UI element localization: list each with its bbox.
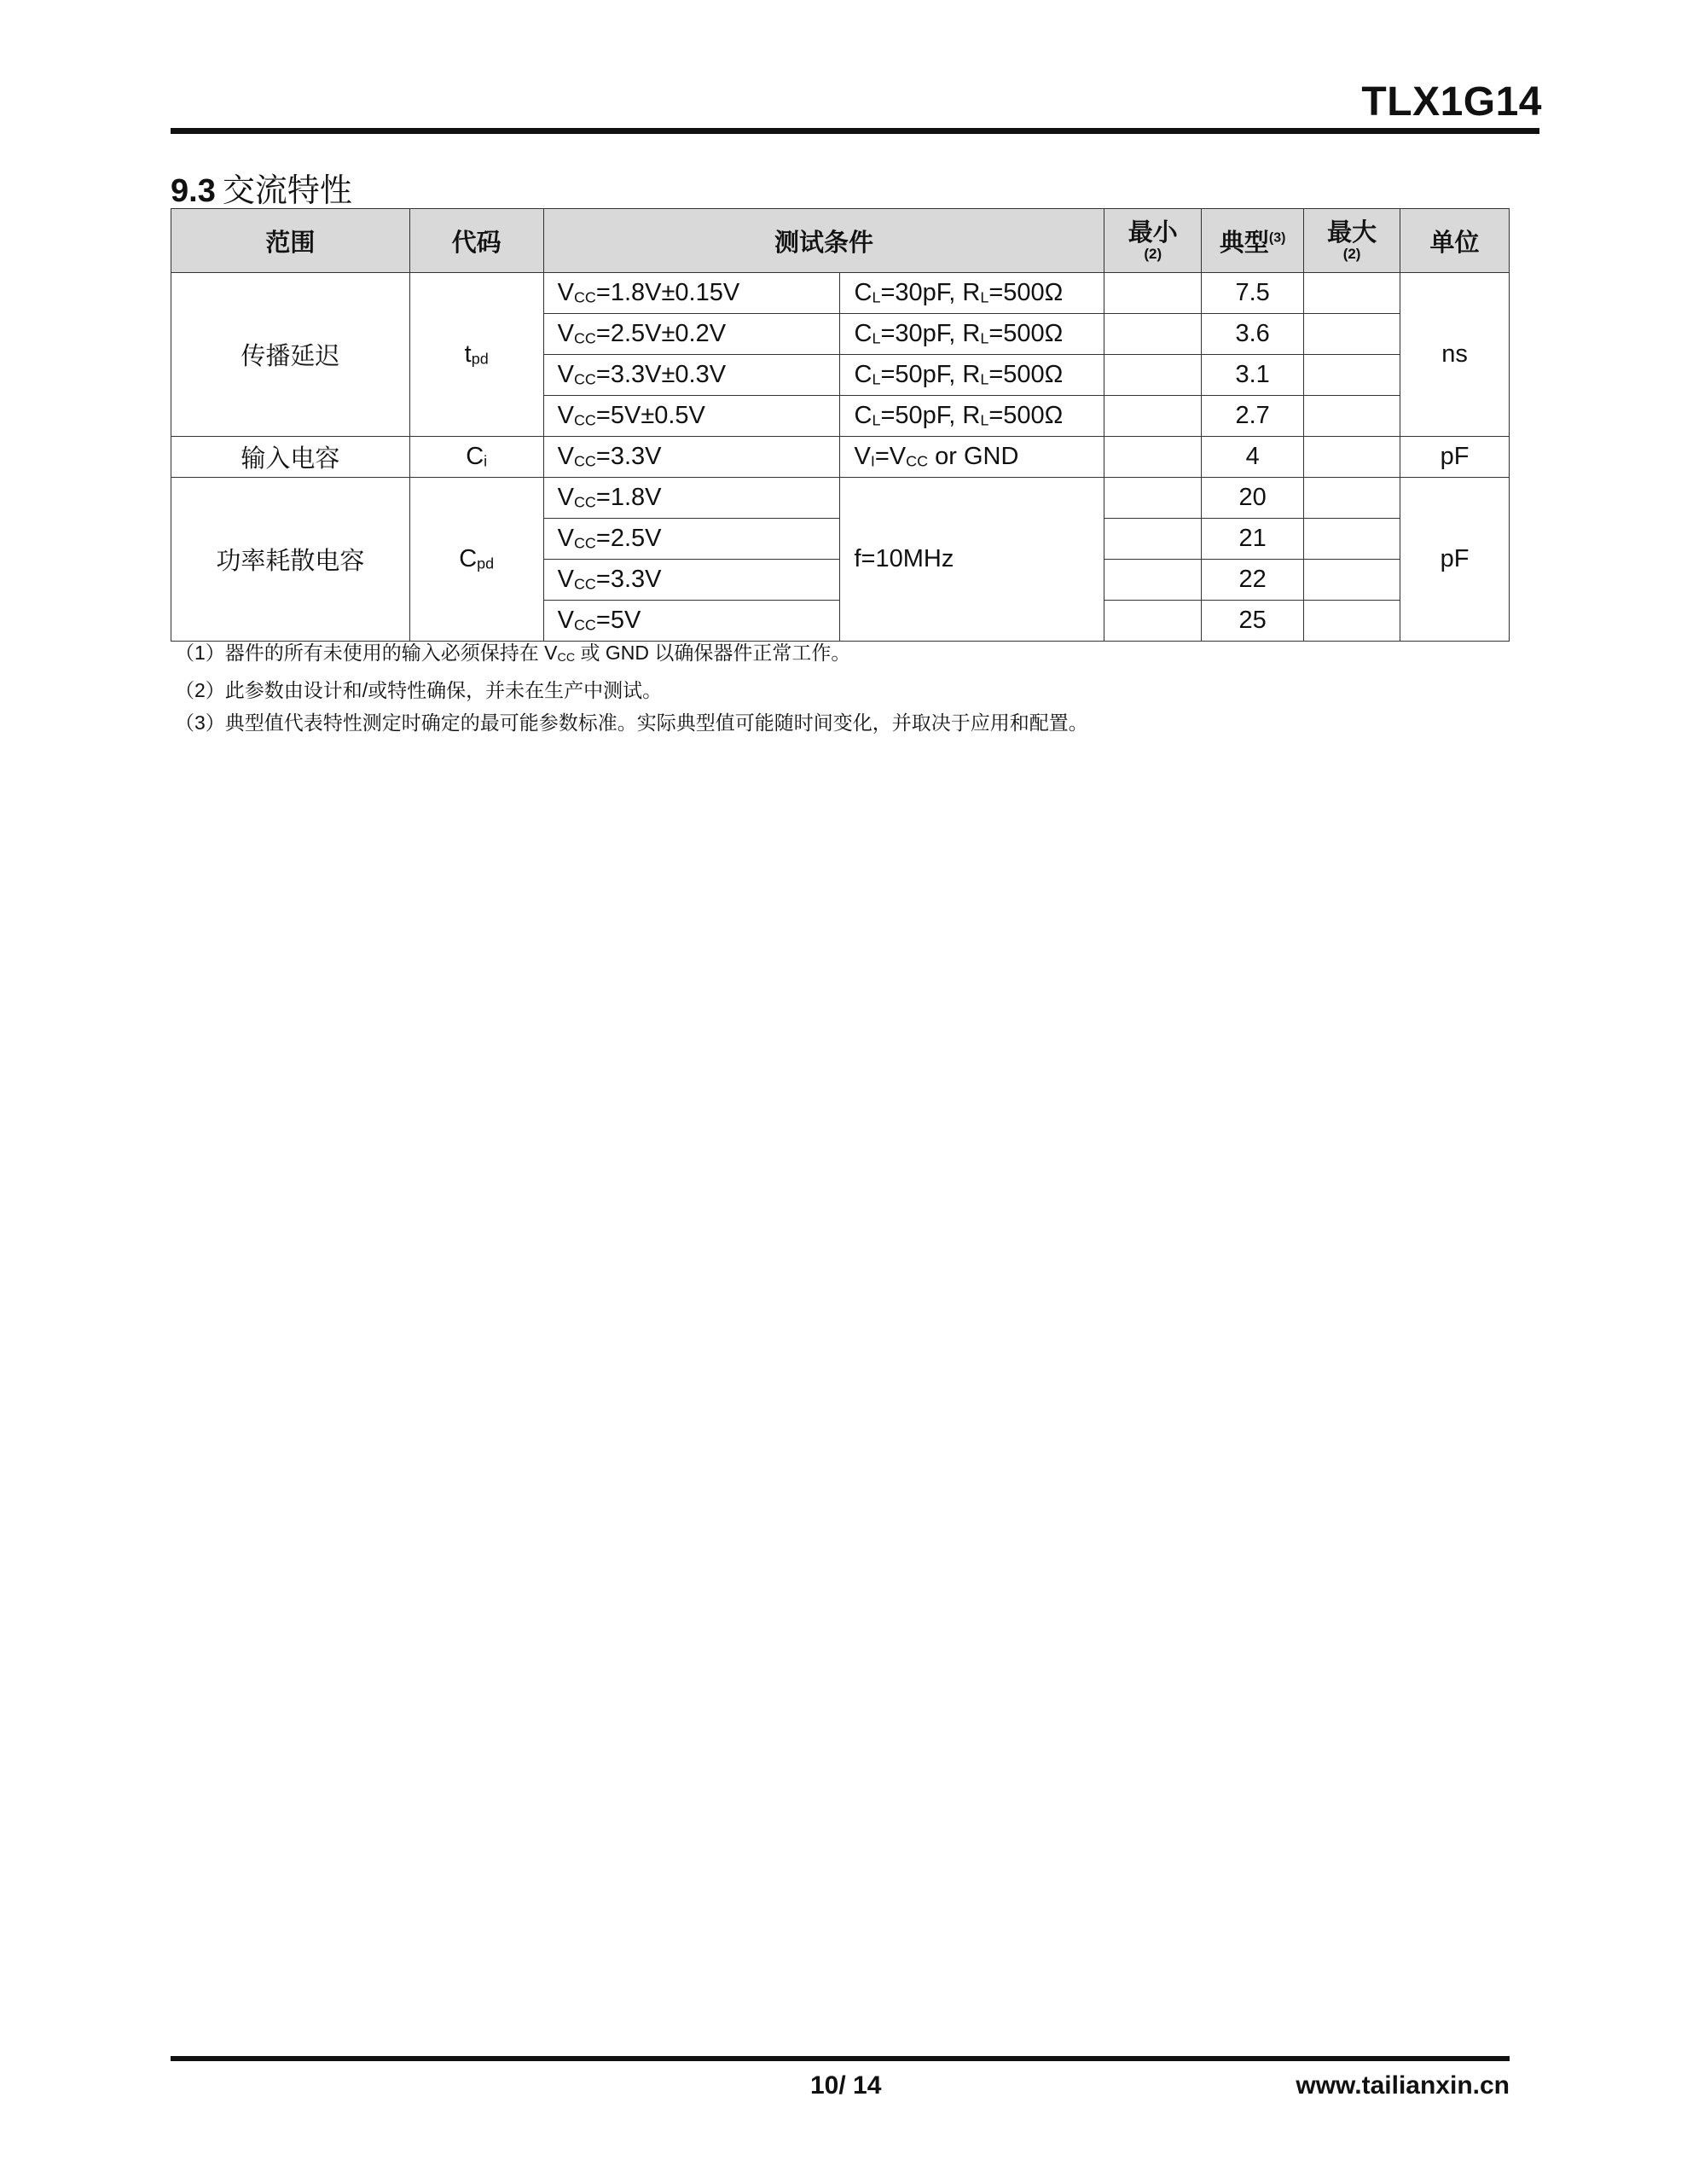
- header-code: 代码: [409, 209, 543, 273]
- header-min: 最小 (2): [1104, 209, 1202, 273]
- vcc-condition: $V_{CC}=2.5V$: [543, 519, 840, 560]
- vcc-condition: $V_{CC}=2.5V\pm 0.2V$: [543, 314, 840, 355]
- vcc-condition: $V_{CC}=3.3V$: [543, 560, 840, 601]
- min-cell: [1104, 478, 1202, 519]
- min-cell: [1104, 314, 1202, 355]
- table-notes: [175, 636, 1088, 739]
- min-cell: [1104, 601, 1202, 642]
- load-condition: $C_L=50pF$, $R_L=500\Omega$: [840, 396, 1104, 437]
- min-cell: [1104, 519, 1202, 560]
- vcc-condition: $V_{CC}=3.3V\pm 0.3V$: [543, 355, 840, 396]
- input-cap-unit: pF: [1400, 437, 1510, 478]
- propagation-unit: ns: [1400, 273, 1510, 437]
- note-3: （3）典型值代表特性测定时确定的最可能参数标准。实际典型值可能随时间变化，并取决于应用和配置。: [175, 712, 1088, 735]
- propagation-symbol: $t_{pd}$: [409, 273, 543, 437]
- max-cell: [1304, 355, 1400, 396]
- min-cell: [1104, 560, 1202, 601]
- header-max: 最大 (2): [1304, 209, 1400, 273]
- power-cap-label: 功率耗散电容: [171, 478, 410, 642]
- header-range: 范围: [171, 209, 410, 273]
- min-cell: [1104, 437, 1202, 478]
- load-condition: $C_L=30pF$, $R_L=500\Omega$: [840, 314, 1104, 355]
- max-cell: [1304, 478, 1400, 519]
- header-conditions: 测试条件: [543, 209, 1104, 273]
- load-condition: $C_L=50pF$, $R_L=500\Omega$: [840, 355, 1104, 396]
- vcc-condition: $V_{CC}=5V$: [543, 601, 840, 642]
- max-cell: [1304, 601, 1400, 642]
- typ-value: 22: [1202, 560, 1304, 601]
- vcc-condition: $V_{CC}=5V\pm 0.5V$: [543, 396, 840, 437]
- note-1: （1）器件的所有未使用的输入必须保持在 $V_{CC}$ 或 GND 以确保器件正常工作。: [175, 642, 851, 665]
- typ-value: 7.5: [1202, 273, 1304, 314]
- table-row: [171, 478, 1510, 519]
- min-cell: [1104, 396, 1202, 437]
- min-cell: [1104, 355, 1202, 396]
- vcc-condition: $V_{CC}=1.8V$: [543, 478, 840, 519]
- vcc-condition: $V_{CC}=3.3V$: [543, 437, 840, 478]
- typ-value: 21: [1202, 519, 1304, 560]
- frequency-condition: f=10MHz: [840, 478, 1104, 642]
- propagation-label: 传播延迟: [171, 273, 410, 437]
- max-cell: [1304, 437, 1400, 478]
- table-header-row: [171, 209, 1510, 273]
- typ-value: 2.7: [1202, 396, 1304, 437]
- max-cell: [1304, 314, 1400, 355]
- max-cell: [1304, 519, 1400, 560]
- header-typ: 典型$^{(3)}$: [1202, 209, 1304, 273]
- section-number: 9.3: [171, 173, 216, 209]
- max-cell: [1304, 273, 1400, 314]
- typ-value: 3.6: [1202, 314, 1304, 355]
- power-cap-unit: pF: [1400, 478, 1510, 642]
- note-2: （2）此参数由设计和/或特性确保，并未在生产中测试。: [175, 679, 663, 702]
- header-rule: [171, 128, 1539, 134]
- document-part-number: TLX1G14: [1361, 79, 1542, 125]
- input-cap-symbol: $C_i$: [409, 437, 543, 478]
- typ-value: 3.1: [1202, 355, 1304, 396]
- power-cap-symbol: $C_{pd}$: [409, 478, 543, 642]
- min-cell: [1104, 273, 1202, 314]
- section-title-text: 交流特性: [222, 173, 352, 209]
- footer-rule: [171, 2056, 1510, 2061]
- section-title: [171, 164, 352, 211]
- input-condition: $V_I=V_{CC}$ or GND: [840, 437, 1104, 478]
- load-condition: $C_L=30pF$, $R_L=500\Omega$: [840, 273, 1104, 314]
- page-number: 10/ 14: [810, 2071, 882, 2100]
- typ-value: 20: [1202, 478, 1304, 519]
- typ-value: 25: [1202, 601, 1304, 642]
- website-link[interactable]: www.tailianxin.cn: [1296, 2071, 1510, 2100]
- vcc-condition: $V_{CC}=1.8V\pm 0.15V$: [543, 273, 840, 314]
- max-cell: [1304, 396, 1400, 437]
- max-cell: [1304, 560, 1400, 601]
- ac-characteristics-table: [171, 208, 1510, 642]
- table-row: [171, 273, 1510, 314]
- input-cap-label: 输入电容: [171, 437, 410, 478]
- table-row: [171, 437, 1510, 478]
- typ-value: 4: [1202, 437, 1304, 478]
- header-unit: 单位: [1400, 209, 1510, 273]
